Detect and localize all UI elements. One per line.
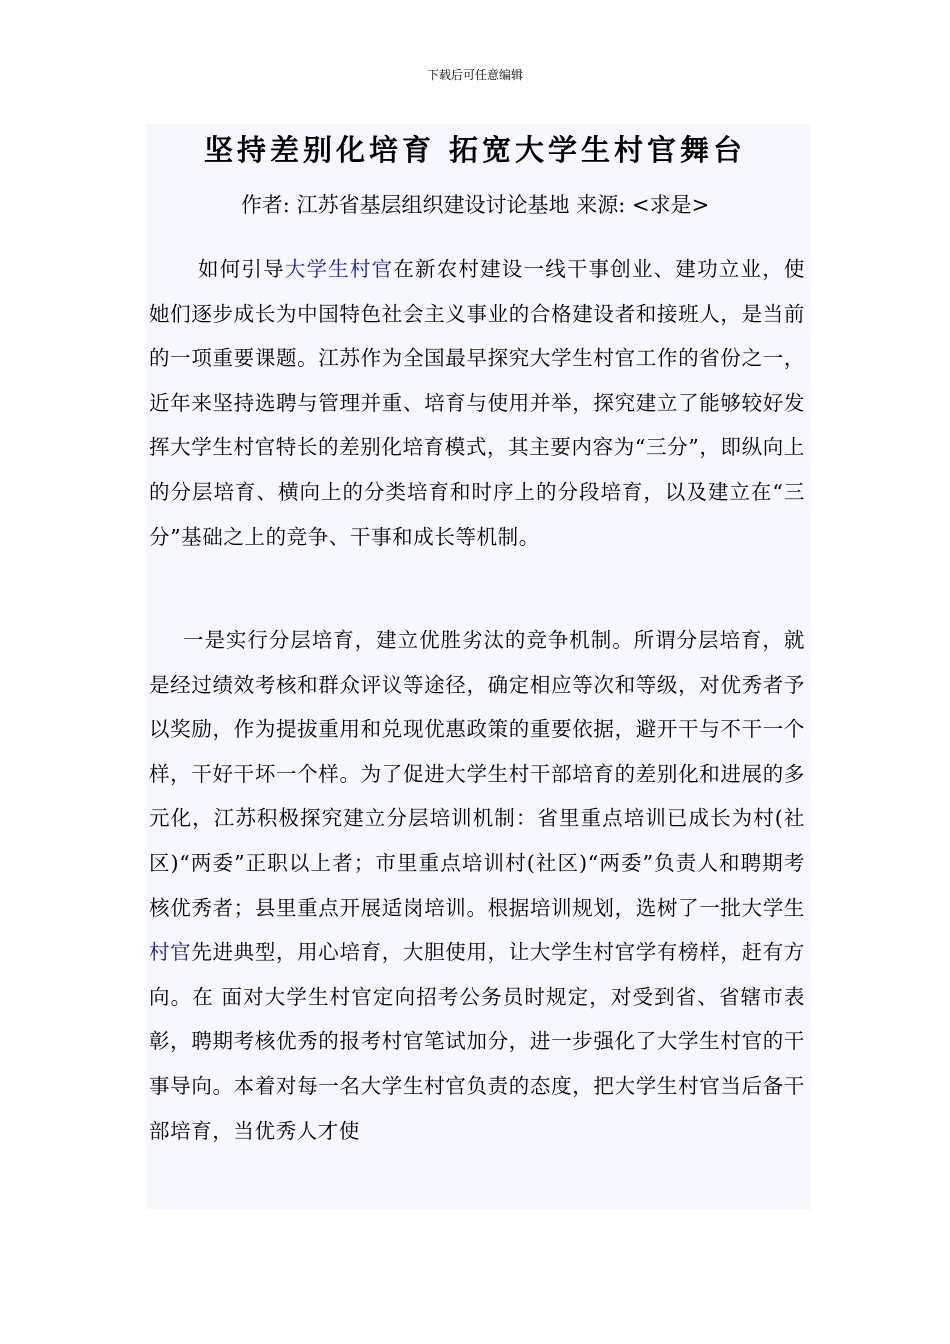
article-byline: 作者: 江苏省基层组织建设讨论基地 来源: <求是> xyxy=(240,193,710,217)
link-college-village-official[interactable]: 大学生村官 xyxy=(284,257,394,281)
paragraph-text: 先进典型，用心培育，大胆使用，让大学生村官学有榜样，赶有方向。在 面对大学生村官定向招考公务员时规定，对受到省、省辖市表彰，聘期考核优秀的报考村官笔试加分，进一步强化了大学生村官的干事导向。本着对每一名大学生村官负责的态度，把大学生村官当后备干部培育，当优秀人才使 xyxy=(149,940,805,1143)
header-note: 下载后可任意编辑 xyxy=(426,68,523,82)
article-title: 坚持差别化培育 拓宽大学生村官舞台 xyxy=(203,133,747,167)
paragraph-intro xyxy=(149,247,805,559)
paragraph-text: 一是实行分层培育，建立优胜劣汰的竞争机制。所谓分层培育，就是经过绩效考核和群众评议等途径，确定相应等次和等级，对优秀者予以奖励，作为提拔重用和兑现优惠政策的重要依据，避开干与不干一个样，干好干坏一个样。为了促进大学生村干部培育的差别化和进展的多元化，江苏积极探究建立分层培训机制：省里重点培训已成长为村(社区)“两委”正职以上者；市里重点培训村(社区)“两委”负责人和聘期考核优秀者；县里重点开展适岗培训。根据培训规划，选树了一批大学生 xyxy=(149,628,805,920)
paragraph-text: 在新农村建设一线干事创业、建功立业，使她们逐步成长为中国特色社会主义事业的合格建设者和接班人，是当前的一项重要课题。江苏作为全国最早探究大学生村官工作的省份之一，近年来坚持选聘与管理并重、培育与使用并举，探究建立了能够较好发挥大学生村官特长的差别化培育模式，其主要内容为“三分”，即纵向上的分层培育、横向上的分类培育和时序上的分段培育，以及建立在“三分”基础之上的竞争、干事和成长等机制。 xyxy=(149,257,806,549)
link-village-official[interactable]: 村官 xyxy=(149,940,192,965)
paragraph-text: 如何引导 xyxy=(198,257,285,281)
paragraph-layered-training xyxy=(149,618,805,1153)
